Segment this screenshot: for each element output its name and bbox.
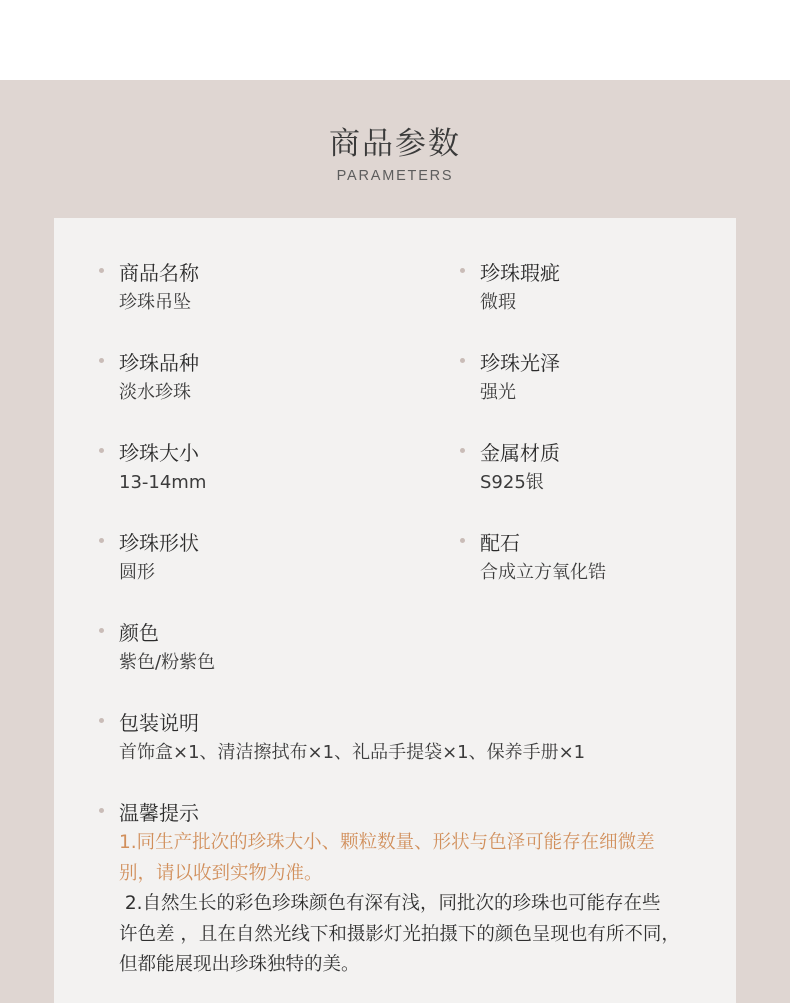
- param-label: 珍珠品种: [119, 351, 199, 375]
- bullet-icon: [99, 628, 104, 633]
- param-value: 圆形: [119, 562, 155, 583]
- bullet-icon: [460, 448, 465, 453]
- param-value: 紫色/粉紫色: [119, 652, 216, 673]
- bullet-icon: [99, 448, 104, 453]
- param-label: 包装说明: [119, 711, 199, 735]
- param-value: 淡水珍珠: [119, 382, 191, 403]
- bullet-icon: [460, 268, 465, 273]
- param-value: S925银: [480, 472, 544, 493]
- param-label: 珍珠瑕疵: [480, 261, 560, 285]
- param-item-product-name: [119, 258, 199, 318]
- param-value: 合成立方氧化锆: [480, 562, 606, 583]
- param-label: 颜色: [119, 621, 159, 645]
- bullet-icon: [99, 268, 104, 273]
- tip-line: 1.同生产批次的珍珠大小、颗粒数量、形状与色泽可能存在细微差: [119, 832, 655, 853]
- tip-line: 许色差 ，且在自然光线下和摄影灯光拍摄下的颜色呈现也有所不同，: [119, 923, 680, 945]
- bullet-icon: [99, 718, 104, 723]
- section-subtitle: PARAMETERS: [336, 168, 454, 184]
- param-item-packaging: [119, 708, 585, 768]
- param-item-pearl-size: [119, 438, 206, 498]
- param-label: 珍珠大小: [119, 441, 199, 465]
- param-label: 珍珠形状: [119, 531, 199, 555]
- bullet-icon: [99, 358, 104, 363]
- param-item-pearl-shape: [119, 528, 199, 588]
- param-item-pearl-flaw: [480, 258, 560, 318]
- bullet-icon: [99, 808, 104, 813]
- tips-label: 温馨提示: [119, 801, 199, 825]
- param-item-pearl-type: [119, 348, 199, 408]
- param-label: 金属材质: [480, 441, 560, 465]
- parameters-card: [54, 218, 736, 1003]
- param-value: 强光: [480, 382, 516, 403]
- tip-line: 别，请以收到实物为准。: [119, 862, 323, 884]
- param-value: 微瑕: [480, 292, 516, 313]
- tip-line: 但都能展现出珍珠独特的美。: [119, 954, 360, 975]
- param-value: 首饰盒×1、清洁擦拭布×1、礼品手提袋×1、保养手册×1: [119, 742, 586, 763]
- param-item-color: [119, 618, 215, 678]
- param-item-accent-stone: [480, 528, 606, 588]
- param-label: 商品名称: [119, 261, 199, 285]
- param-item-pearl-luster: [480, 348, 560, 408]
- tip-line: 2.自然生长的彩色珍珠颜色有深有浅，同批次的珍珠也可能存在些: [119, 893, 661, 914]
- param-item-metal-material: [480, 438, 560, 498]
- tips-section: [119, 798, 680, 981]
- param-label: 配石: [480, 531, 520, 555]
- param-value: 13-14mm: [119, 472, 207, 493]
- bullet-icon: [460, 538, 465, 543]
- param-value: 珍珠吊坠: [119, 292, 191, 313]
- section-title: 商品参数: [329, 126, 461, 162]
- bullet-icon: [460, 358, 465, 363]
- bullet-icon: [99, 538, 104, 543]
- param-label: 珍珠光泽: [480, 351, 560, 375]
